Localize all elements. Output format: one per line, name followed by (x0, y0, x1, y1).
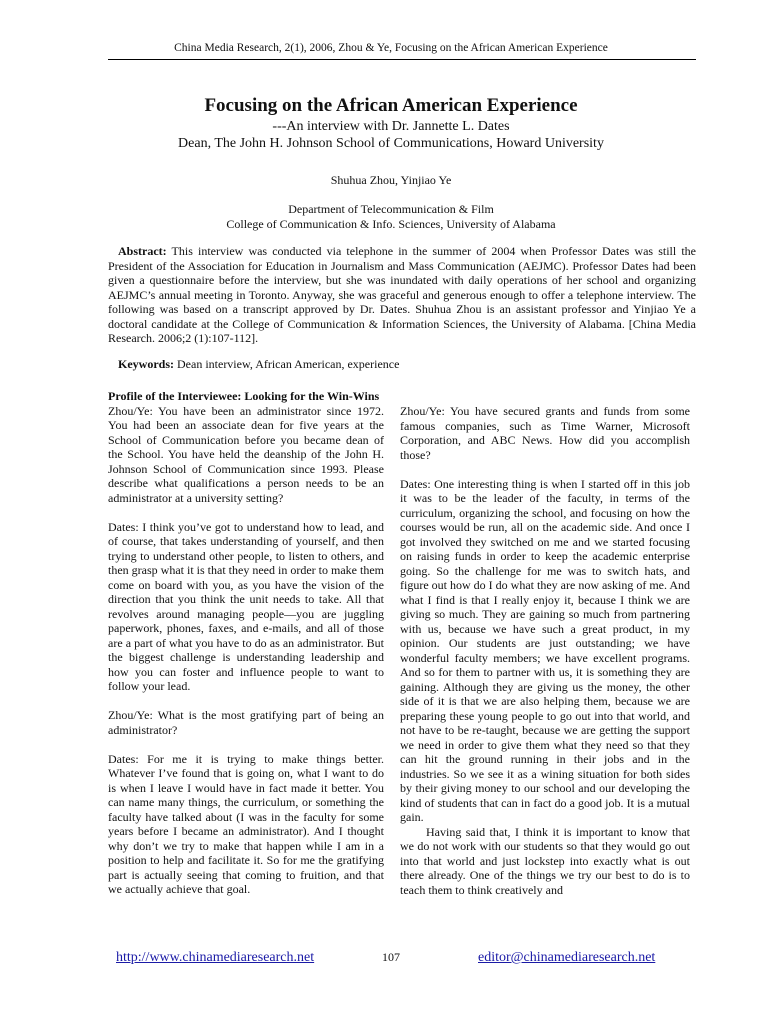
affiliation-line-2: College of Communication & Info. Sciences, University of Alabama (226, 216, 556, 231)
paragraph: Zhou/Ye: You have been an administrator since 1972. You had been an associate dean for five years at the School of Communication before you became dean of the School. You have held the deanship of the John H. Johnson School of Communication since 1993. Please describe what qualifications a person needs to be an administrator at a university setting? (108, 403, 384, 505)
section-heading: Profile of the Interviewee: Looking for the Win-Wins (108, 389, 380, 403)
authors: Shuhua Zhou, Yinjiao Ye (330, 173, 452, 187)
paragraph: Dates: For me it is trying to make things better. Whatever I’ve found that is going on, what I want to do is when I leave I would have in fact made it better. You can name many things, the curriculum, or something the faculty have talked about (I was in the faculty for some years before I became an administrator). And I thought why don’t we try to make that happen while I am in a position to help and facilitate it. So for me the gratifying part is actually seeing that coming to fruition, and that we actually achieve that goal. (108, 751, 384, 896)
paragraph: Zhou/Ye: What is the most gratifying part of being an administrator? (108, 708, 384, 737)
footer-website-link[interactable]: http://www.chinamediaresearch.net (116, 950, 315, 965)
subtitle-line-2: Dean, The John H. Johnson School of Communications, Howard University (178, 136, 604, 151)
left-column (108, 389, 384, 911)
paragraph: Dates: I think you’ve got to understand how to lead, and of course, that takes understanding of yourself, and then trying to understand other people, to listen to others, and then grasp what it is that they need in order to make them come on board with you, as you have the vision of the direction that you think the unit needs to take. All that revolves around managing people—you are juggling paperwork, phones, faxes, and e-mails, and all of those are a part of what you have to do as an administrator. But the biggest challenge is understanding leadership and how you can foster and influence people to want to follow your lead. (108, 519, 384, 693)
abstract-text: This interview was conducted via telephone in the summer of 2004 when Professor Dates was still the President of the Association for Education in Journalism and Mass Communication (AEJMC). Professor Dates had been given a questionnaire before the interview, but she was inundated with daily operations of her school and organizing AEJMC’s annual meeting in Toronto. Anyway, she was graceful and generous enough to offer a telephone interview. The following was based on a transcript approved by Dr. Dates. Shuhua Zhou is an assistant professor and Yinjiao Ye a doctoral candidate at the College of Communication & Information Sciences, the University of Alabama. [China Media Research. 2006;2 (1):107-112]. (108, 244, 696, 345)
keywords-text: Dean interview, African American, experience (174, 357, 400, 371)
page-number: 107 (382, 950, 400, 964)
abstract (108, 244, 696, 346)
paragraph: Dates: One interesting thing is when I started off in this job it was to be the leader of the faculty, in terms of the curriculum, organizing the school, and focusing on how the courses would be run, all on the academic side. And once I got involved they switched on me and we started focusing on raising funds in order to keep the academic enterprise going. So the challenge for me was to switch hats, and figure out how do I do what they are now asking of me. And what I find is that I really enjoy it, because I think we are giving so much. They are gaining so much from partnering with us, because we have such a great product, in my opinion. Our students are just outstanding; we have wonderful faculty members; we have excellent programs. And so for them to partner with us, it is something they are gaining. Although they are giving us the money, the other side of it is that we are also helping them, because we are preparing these young people to go out into that world, and not have to be re-taught, because we are getting the support we need in order to give them what they need so that they can hit the ground running in their jobs and in the industries. So we see it as a wining situation for both sides by their giving money to our school and our developing the kind of students that can in fact do a good job. It is a mutual gain. (400, 476, 690, 824)
header-rule (108, 59, 696, 60)
footer-email-link[interactable]: editor@chinamediaresearch.net (478, 950, 656, 965)
keywords (118, 357, 696, 372)
paragraph: Zhou/Ye: You have secured grants and funds from some famous companies, such as Time Warner, Microsoft Corporation, and ABC News. How did you accomplish those? (400, 404, 690, 462)
article-title: Focusing on the African American Experience (204, 95, 578, 116)
paragraph: Having said that, I think it is important to know that we do not work with our students so that they would go out into that world and just lockstep into exactly what is out there already. One of the things we try our best to do is to teach them to think creatively and (400, 824, 690, 897)
abstract-label: Abstract: (118, 244, 167, 258)
affiliation-line-1: Department of Telecommunication & Film (288, 202, 494, 216)
right-column (400, 404, 690, 912)
article-subtitle (0, 118, 782, 152)
keywords-label: Keywords: (118, 357, 174, 371)
affiliation (0, 202, 782, 231)
running-head: China Media Research, 2(1), 2006, Zhou & Ye, Focusing on the African American Experience (174, 42, 608, 54)
subtitle-line-1: ---An interview with Dr. Jannette L. Dates (272, 119, 510, 134)
